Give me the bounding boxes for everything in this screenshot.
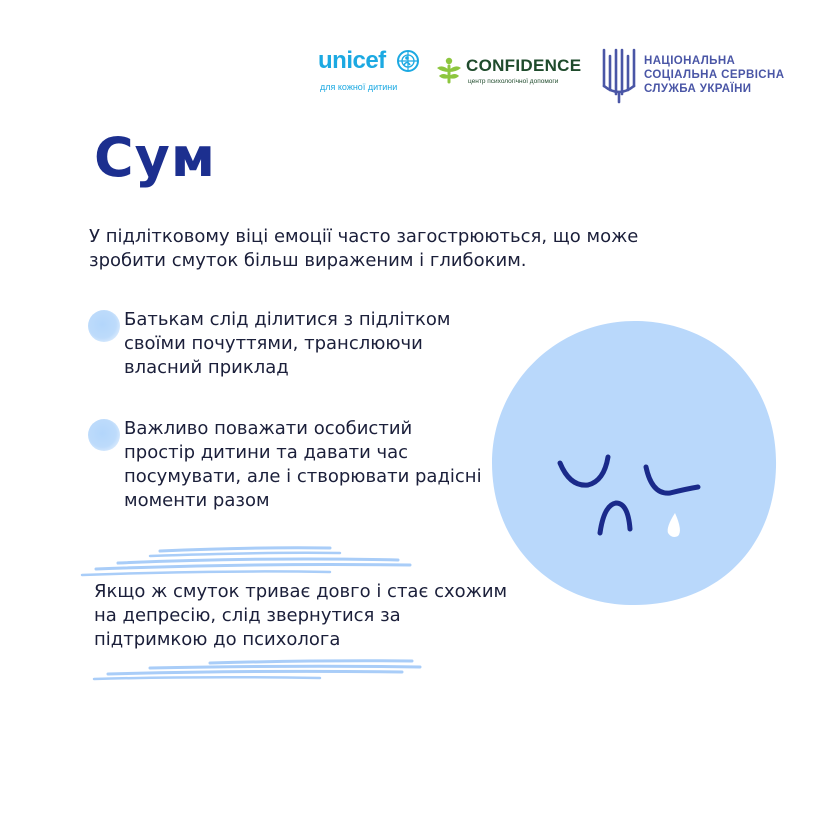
unicef-tagline: для кожної дитини [320,82,398,92]
confidence-wordmark: CONFIDENCE [466,56,582,75]
confidence-tagline: центр психологічної допомоги [468,78,559,85]
face-circle [492,321,776,605]
nssu-line-2: СОЦІАЛЬНА СЕРВІСНА [644,69,785,81]
unicef-wordmark: unicef [318,47,386,74]
nssu-line-3: СЛУЖБА УКРАЇНИ [644,83,752,95]
list-item-text: Батькам слід ділитися з підлітком своїми почуттями, транслюючи власний приклад [124,309,451,378]
page-title: Сум [94,126,216,189]
nssu-line-1: НАЦІОНАЛЬНА [644,55,736,67]
sad-crying-face-icon [488,315,780,611]
list-item-text: Важливо поважати особистий простір дитини та давати час посумувати, але і створювати радісні моменти разом [124,418,482,511]
closing-text: Якщо ж смуток триває довго і стає схожим на депресію, слід звернутися за підтримкою до психолога [94,581,508,650]
intro-text: У підлітковому віці емоції часто загострюються, що може зробити смуток більш вираженим і глибоким. [89,226,639,271]
